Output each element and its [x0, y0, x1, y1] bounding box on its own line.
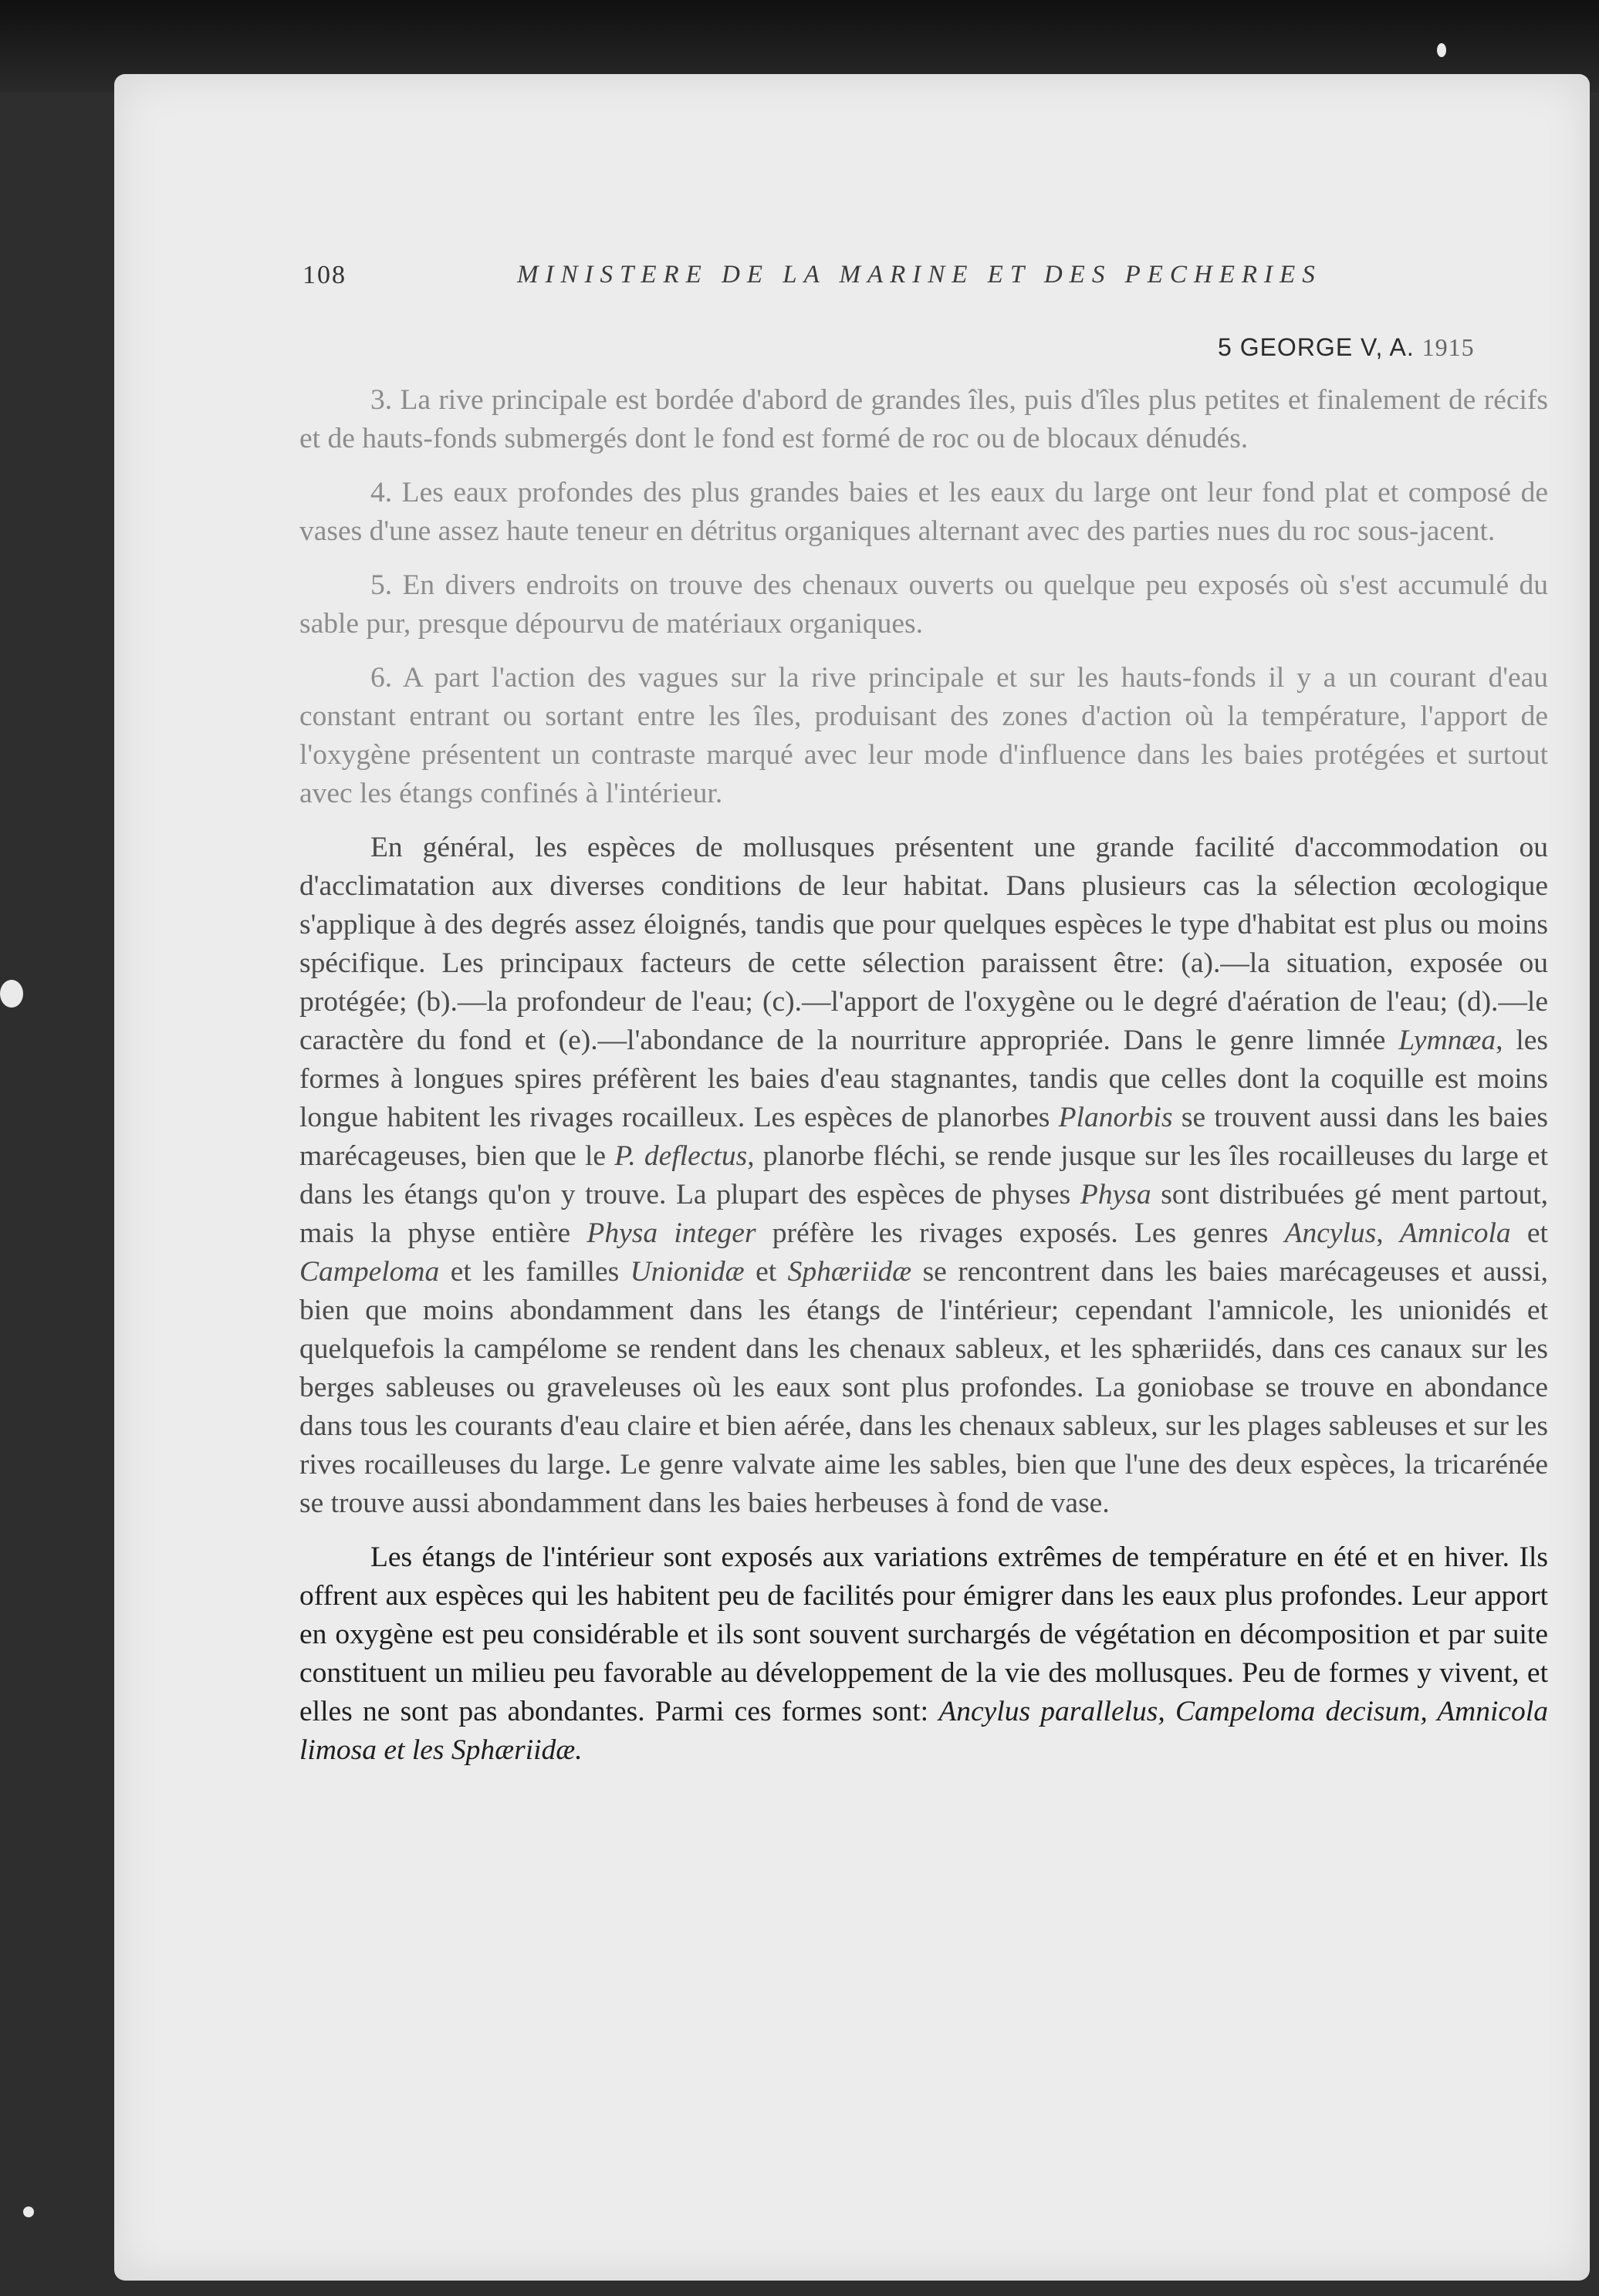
- text-run: , les formes à longues spires préfèrent les baies d'eau stagnantes, tandis que celles dont la coquille est moins longue habitent les rivages rocailleux. Les espèces de planorbes: [299, 1025, 1548, 1133]
- text-run: ,: [1376, 1217, 1400, 1249]
- page-body: [299, 381, 1548, 1785]
- taxon-list: Ancylus parallelus, Campeloma decisum, Amnicola limosa et les Sphæriidæ.: [299, 1696, 1548, 1766]
- page-number: 108: [303, 261, 347, 289]
- paragraph-6: 6. A part l'action des vagues sur la rive principale et sur les hauts-fonds il y a un courant d'eau constant entrant ou sortant entre les îles, produisant des zones d'action où la température, l'apport de l'oxygène présentent un contraste marqué avec leur mode d'influence dans les baies protégées et surtout avec les étangs confinés à l'intérieur.: [299, 662, 1548, 809]
- scan-speck: [1437, 43, 1446, 57]
- paragraph-general: [299, 829, 1548, 1523]
- page-header: [303, 261, 1506, 307]
- taxon-name: Physa integer: [587, 1217, 756, 1249]
- paragraph-4: 4. Les eaux profondes des plus grandes baies et les eaux du large ont leur fond plat et composé de vases d'une assez haute teneur en détritus organiques alternant avec des parties nues du roc sous-jacent.: [299, 477, 1548, 547]
- text-run: sont distribuées gé ment partout, mais la physe entière: [299, 1179, 1548, 1249]
- taxon-name: Amnicola: [1399, 1217, 1511, 1249]
- text-run: , planorbe fléchi, se rende jusque sur les îles rocailleuses du large et dans les étangs qu'on y trouve. La plupart des espèces de physes: [299, 1140, 1548, 1210]
- text-run: et: [1510, 1217, 1548, 1249]
- paragraph-3: 3. La rive principale est bordée d'abord de grandes îles, puis d'îles plus petites et finalement de récifs et de hauts-fonds submergés dont le fond est formé de roc ou de blocaux dénudés.: [299, 384, 1548, 454]
- scan-speck: [0, 980, 23, 1008]
- text-run: et les familles: [439, 1256, 630, 1288]
- taxon-name: Physa: [1080, 1179, 1151, 1210]
- text-run: se rencontrent dans les baies marécageuses et aussi, bien que moins abondamment dans les étangs de l'intérieur; cependant l'amnicole, les unionidés et quelquefois la campélome se rendent dans les chenaux sableux, et les sphæriidés, dans ces canaux sur les berges sableuses ou graveleuses où les eaux sont plus profondes. La goniobase se trouve en abondance dans tous les courants d'eau claire et bien aérée, dans les chenaux sableux, sur les plages sableuses et sur les rives rocailleuses du large. Le genre valvate aime les sables, bien que l'une des deux espèces, la tricarénée se trouve aussi abondamment dans les baies herbeuses à fond de vase.: [299, 1256, 1548, 1519]
- text-run: préfère les rivages exposés. Les genres: [756, 1217, 1285, 1249]
- text-run: Les étangs de l'intérieur sont exposés aux variations extrêmes de température en été et en hiver. Ils offrent aux espèces qui les habitent peu de facilités pour émigrer dans les eaux plus profondes. Leur apport en oxygène est peu considérable et ils sont souvent surchargés de végétation en décomposition et par suite constituent un milieu peu favorable au développement de la vie des mollusques. Peu de formes y vivent, et elles ne sont pas abondantes. Parmi ces formes sont:: [299, 1541, 1548, 1727]
- text-run: En général, les espèces de mollusques présentent une grande facilité d'accommodation ou d'acclimatation aux diverses conditions de leur habitat. Dans plusieurs cas la sélection œcologique s'applique à des degrés assez éloignés, tandis que pour quelques espèces le type d'habitat est plus ou moins spécifique. Les principaux facteurs de cette sélection paraissent être: (a).—la situation, exposée ou protégée; (b).—la profondeur de l'eau; (c).—l'apport de l'oxygène ou le degré d'aération de l'eau; (d).—le caractère du fond et (e).—l'abondance de la nourriture appropriée. Dans le genre limnée: [299, 832, 1548, 1056]
- taxon-name: Campeloma: [299, 1256, 440, 1288]
- taxon-name: P. deflectus: [614, 1140, 748, 1172]
- session-label: 5 GEORGE V, A.: [1218, 333, 1415, 361]
- taxon-name: Unionidæ: [630, 1256, 745, 1288]
- paragraph-5: 5. En divers endroits on trouve des chenaux ouverts ou quelque peu exposés où s'est accumulé du sable pur, presque dépourvu de matériaux organiques.: [299, 569, 1548, 640]
- session-year: 1915: [1422, 333, 1475, 361]
- session-reference: [1218, 333, 1475, 362]
- scan-speck: [23, 2207, 34, 2217]
- paragraph-ponds: [299, 1538, 1548, 1770]
- taxon-name: Ancylus: [1284, 1217, 1377, 1249]
- text-run: et: [744, 1256, 788, 1288]
- taxon-name: Lymnæa: [1398, 1025, 1496, 1056]
- running-title: MINISTERE DE LA MARINE ET DES PECHERIES: [517, 261, 1322, 289]
- taxon-name: Planorbis: [1058, 1102, 1173, 1133]
- taxon-name: Sphæriidæ: [787, 1256, 912, 1288]
- text-run: se trouvent aussi dans les baies marécageuses, bien que le: [299, 1102, 1548, 1172]
